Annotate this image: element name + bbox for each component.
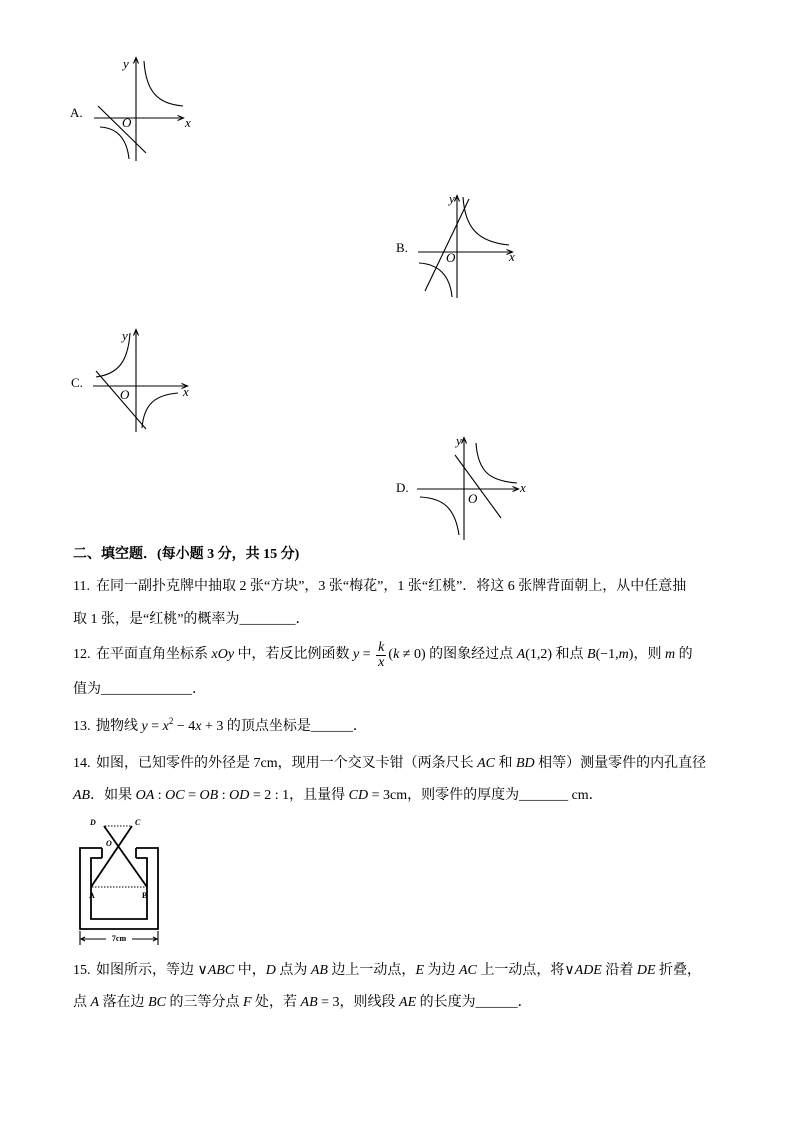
question-12-text: 值为: [73, 682, 101, 697]
segment-name: OB: [199, 788, 219, 803]
hyperbola-branch-q1: [476, 443, 517, 483]
question-15-text: 中，: [234, 963, 266, 978]
question-15-line-2: [73, 993, 532, 1013]
answer-blank: ______: [475, 995, 518, 1010]
y-axis-label: y: [456, 433, 462, 448]
choice-c-label: C.: [71, 375, 83, 390]
math-operator: =: [359, 647, 375, 662]
answer-blank: ________: [239, 612, 296, 627]
math-term: + 3: [201, 719, 224, 734]
question-14-text: ，则零件的厚度为: [407, 788, 520, 803]
measurement: 7cm: [253, 756, 278, 771]
question-14-text: 和: [495, 756, 516, 771]
figure-label-c: C: [135, 818, 141, 827]
question-11-line-1: [73, 577, 686, 597]
segment-name: CD: [348, 788, 369, 803]
choice-a-graph: [88, 50, 198, 166]
math-variable: k: [393, 647, 400, 662]
figure-label-a: A: [89, 891, 95, 900]
math-variable: x: [162, 719, 169, 734]
math-operator: :: [218, 788, 230, 803]
segment-name: OC: [165, 788, 185, 803]
linear-function-line: [455, 455, 501, 518]
segment-name: BC: [148, 995, 166, 1010]
question-14-text: 相等）测量零件的内孔直径: [534, 756, 707, 771]
y-axis-label: y: [449, 191, 455, 206]
question-15-number: 15.: [73, 963, 91, 978]
question-12-text: 的: [675, 647, 693, 662]
origin-label: O: [122, 115, 132, 130]
question-12-end: ．: [192, 682, 206, 697]
part-inner-edge: [91, 858, 147, 919]
question-11-end: ．: [295, 612, 310, 627]
segment-name: AE: [399, 995, 417, 1010]
question-15-end: ．: [517, 995, 532, 1010]
question-11-line-2: [73, 610, 309, 630]
answer-blank: ______: [310, 719, 353, 734]
question-13-number: 13.: [73, 719, 91, 734]
math-term: − 4: [173, 719, 196, 734]
y-axis-label: y: [123, 56, 129, 71]
question-15-text: 上一动点，将: [476, 963, 565, 978]
question-14-number: 14.: [73, 756, 91, 771]
section-title-text: 二、填空题．(每小题 3 分，共 15 分): [73, 547, 300, 562]
math-variable: y: [141, 719, 148, 734]
question-14-line-1: [73, 754, 706, 774]
math-operator: =: [147, 719, 163, 734]
question-14-text: ，且量得: [289, 788, 349, 803]
figure-label-o: O: [106, 839, 112, 848]
segment-name: AB: [73, 788, 91, 803]
question-14-text: ．如果: [90, 788, 136, 803]
question-13-text: 的顶点坐标是: [223, 719, 311, 734]
segment-name: AB: [300, 995, 318, 1010]
question-12-text: 在平面直角坐标系: [96, 647, 212, 662]
question-15-text: 为边: [424, 963, 459, 978]
question-15-text: 如图所示，等边: [96, 963, 198, 978]
question-12-line-1: [73, 639, 693, 671]
figure-label-d: D: [90, 818, 96, 827]
hyperbola-branch-q4: [142, 393, 178, 428]
hyperbola-branch-q1: [144, 61, 183, 106]
segment-name: DE: [636, 963, 656, 978]
triangle-symbol: ∨: [564, 963, 575, 978]
question-12-text: 和点: [552, 647, 588, 662]
fraction-numerator: k: [378, 639, 385, 655]
x-axis-label: x: [509, 249, 515, 264]
question-12-text: 的图象经过点: [425, 647, 517, 662]
segment-name: OA: [135, 788, 155, 803]
x-axis-label: x: [185, 115, 191, 130]
question-12-text: 中，若反比例函数: [234, 647, 354, 662]
question-14-line-2: [73, 786, 603, 806]
segment-name: OD: [229, 788, 250, 803]
point-coordinates: (−1,: [595, 647, 619, 662]
hyperbola-branch-q3: [420, 497, 459, 535]
fraction-k-over-x: [376, 641, 386, 670]
question-15-text: 处，若: [251, 995, 301, 1010]
point-name: A: [90, 995, 100, 1010]
triangle-symbol: ∨: [197, 963, 208, 978]
question-11-text: 取 1 张，是“红桃”的概率为: [73, 612, 240, 627]
math-operator: =: [184, 788, 200, 803]
point-name: F: [242, 995, 252, 1010]
point-name: B: [587, 647, 596, 662]
x-axis-label: x: [183, 384, 189, 399]
question-15-text: ，则线段: [339, 995, 400, 1010]
question-13-end: ．: [352, 719, 367, 734]
question-15-text: 的长度为: [416, 995, 476, 1010]
point-name: E: [415, 963, 424, 978]
question-15-text: 的三等分点: [165, 995, 243, 1010]
question-15-text: 落在边: [99, 995, 149, 1010]
figure-label-b: B: [142, 891, 148, 900]
y-axis-label: y: [122, 328, 128, 343]
answer-blank: _______: [519, 788, 569, 803]
question-14-text: 如图，已知零件的外径是: [96, 756, 254, 771]
question-11-text: 在同一副扑克牌中抽取 2 张“方块”，3 张“梅花”，1 张“红桃”．将这 6 张牌背面朝上，从中任意抽: [96, 579, 687, 594]
math-exponent: 2: [168, 715, 174, 726]
question-15-text: 沿着: [601, 963, 637, 978]
triangle-name: ABC: [207, 963, 235, 978]
choice-b-graph: [412, 190, 518, 302]
question-15-text: 点: [73, 995, 91, 1010]
math-variable: y: [353, 647, 360, 662]
triangle-name: ADE: [574, 963, 602, 978]
math-coordinate-system: xOy: [211, 647, 235, 662]
question-13-line: [73, 717, 367, 737]
math-text: (: [388, 647, 394, 662]
question-13-text: 抛物线: [96, 719, 142, 734]
segment-name: AC: [459, 963, 477, 978]
answer-blank: _____________: [101, 682, 192, 697]
question-11-number: 11.: [73, 579, 90, 594]
section-title: [73, 545, 299, 565]
segment-name: AC: [477, 756, 495, 771]
caliper-figure: [76, 815, 164, 947]
question-15-text: 折叠，: [655, 963, 702, 978]
origin-label: O: [120, 387, 130, 402]
hyperbola-branch-q1: [463, 197, 509, 245]
math-ratio: = 2 : 1: [249, 788, 290, 803]
point-coordinates: (1,2): [525, 647, 553, 662]
question-12-line-2: [73, 680, 206, 700]
question-15-text: 边上一动点，: [327, 963, 416, 978]
math-operator: :: [154, 788, 166, 803]
choice-c-graph: [88, 324, 194, 436]
point-name: A: [516, 647, 526, 662]
question-14-end: cm．: [568, 788, 603, 803]
point-name: D: [265, 963, 276, 978]
origin-label: O: [468, 491, 478, 506]
math-variable: x: [195, 719, 202, 734]
x-axis-label: x: [520, 480, 526, 495]
math-variable: m: [664, 647, 676, 662]
choice-d-graph: [412, 432, 528, 542]
math-variable: m: [618, 647, 629, 662]
origin-label: O: [446, 250, 456, 265]
question-14-text: ，现用一个交叉卡钳（两条尺长: [277, 756, 478, 771]
point-coordinates: ): [628, 647, 634, 662]
segment-name: AB: [310, 963, 328, 978]
choice-d-label: D.: [396, 480, 409, 495]
figure-dimension-label: 7cm: [111, 934, 127, 943]
math-value: = 3: [317, 995, 340, 1010]
segment-name: BD: [516, 756, 535, 771]
question-12-text: ，则: [633, 647, 665, 662]
measurement: = 3cm: [368, 788, 408, 803]
choice-a-label: A.: [70, 105, 83, 120]
question-15-line-1: [73, 961, 701, 981]
fraction-denominator: x: [378, 654, 385, 670]
question-12-number: 12.: [73, 647, 91, 662]
linear-function-line: [425, 199, 469, 291]
choice-b-label: B.: [396, 240, 408, 255]
math-text: ≠ 0): [399, 647, 426, 662]
question-15-text: 点为: [275, 963, 311, 978]
